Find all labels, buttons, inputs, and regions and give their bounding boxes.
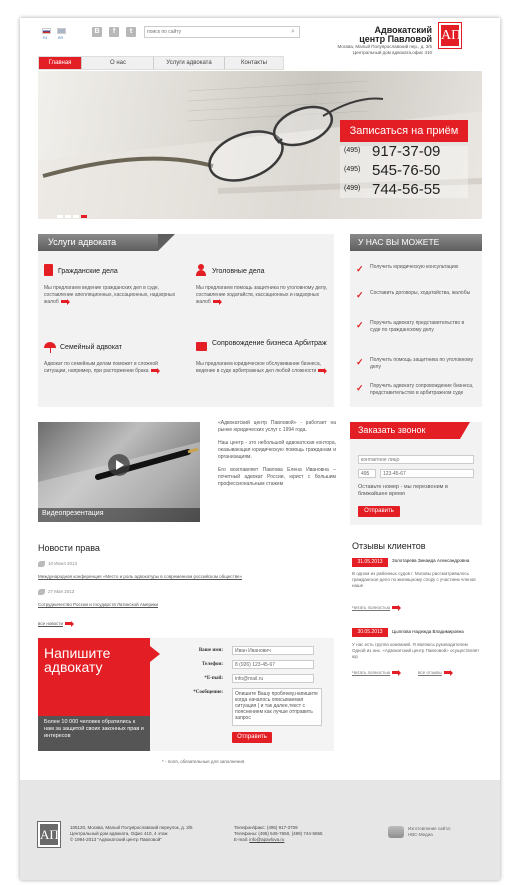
video-label: Видеопрезентация bbox=[42, 510, 104, 517]
write-panel bbox=[38, 638, 334, 751]
review-more-label[interactable]: Читать полностью bbox=[352, 605, 391, 610]
title-tab-corner bbox=[460, 422, 470, 439]
footer-phone2: Телефоны: (495) 545-7650, (499) 744-5655 bbox=[234, 831, 323, 836]
phone-code-1: (495) bbox=[344, 147, 361, 154]
can-panel bbox=[350, 234, 482, 407]
footer-address bbox=[70, 825, 240, 843]
phone-number-2[interactable]: 545-76-50 bbox=[372, 162, 441, 179]
can-item-2: Составить договоры, ходатайства, жалобы bbox=[370, 290, 471, 296]
can-item-1: Получить юридическую консультацию bbox=[370, 264, 459, 270]
check-icon: ✓ bbox=[356, 264, 364, 274]
service-criminal-text bbox=[196, 285, 328, 306]
phone-code-input[interactable] bbox=[358, 469, 376, 478]
slider-dot[interactable] bbox=[65, 215, 71, 218]
facebook-icon[interactable]: f bbox=[109, 27, 119, 37]
review-date-1: 31.05.2013 bbox=[352, 558, 388, 567]
footer-email-line bbox=[234, 837, 364, 843]
address-line1: Москва, Малый Полуярославский пер., д. 3/5 bbox=[337, 44, 432, 49]
book-icon bbox=[44, 264, 53, 276]
write-title-line2: адвокату bbox=[44, 659, 103, 675]
lang-en-link[interactable]: en bbox=[58, 35, 64, 40]
review-more-1[interactable] bbox=[352, 605, 399, 611]
check-icon: ✓ bbox=[356, 357, 364, 367]
callback-note: Оставьте номер - мы перезвоним в ближайшее время bbox=[358, 484, 448, 497]
write-submit-button[interactable]: Отправить bbox=[232, 732, 272, 743]
service-criminal-title[interactable]: Уголовные дела bbox=[212, 268, 265, 275]
service-criminal-desc: Мы предлагаем помощь защитника по уголовному делу, составление ходатайств, кассационных и надзорных жалоб bbox=[196, 285, 328, 305]
phone-field[interactable] bbox=[232, 660, 314, 669]
service-family-title[interactable]: Семейный адвокат bbox=[60, 344, 122, 351]
arrow-icon[interactable] bbox=[444, 671, 451, 674]
can-item-5: Поручить адвокату сопровождение бизнеса, представительство в арбитражном суде bbox=[370, 383, 474, 396]
phone-code-3: (499) bbox=[344, 185, 361, 192]
footer-address1: 105120, Москва, Малый Полуярославский переулок, д. 3/5 bbox=[70, 825, 193, 830]
news-date-2: 27 Мая 2013 bbox=[48, 589, 75, 594]
arrow-icon[interactable] bbox=[65, 622, 72, 625]
phone-number-1[interactable]: 917-37-09 bbox=[372, 143, 441, 160]
footer-address2: Центральный дом адвоката, Офис 410, 4 этаж bbox=[70, 831, 168, 836]
play-icon bbox=[116, 460, 124, 470]
play-button[interactable] bbox=[108, 454, 130, 476]
check-icon: ✓ bbox=[356, 320, 364, 330]
flag-en-icon[interactable] bbox=[57, 28, 66, 34]
nav-item-services[interactable]: Услуги адвоката bbox=[166, 60, 212, 66]
browser-window bbox=[20, 18, 500, 880]
search-icon[interactable]: ⌕ bbox=[291, 28, 295, 35]
services-title: Услуги адвоката bbox=[38, 234, 158, 251]
about-p1: «Адвокатский центр Павловой» - работает на рынке юридических услуг с 1994 года. bbox=[218, 420, 336, 433]
label-name: Ваше имя: bbox=[198, 648, 223, 653]
site-title bbox=[320, 26, 432, 44]
write-title bbox=[44, 646, 110, 674]
briefcase-icon bbox=[196, 342, 207, 351]
write-promo bbox=[38, 638, 150, 751]
news-title: Новости права bbox=[38, 543, 100, 553]
vk-icon[interactable]: В bbox=[92, 27, 102, 37]
reviews-title: Отзывы клиентов bbox=[352, 541, 426, 551]
quote-icon bbox=[38, 561, 45, 567]
callback-panel bbox=[350, 422, 482, 525]
required-note: * - поля, обязательные для заполнения. bbox=[162, 759, 246, 764]
address-line2: Центральный дом адвоката,офис 410 bbox=[352, 50, 432, 55]
site-title-line2: центр Павловой bbox=[359, 34, 432, 44]
can-title: У НАС ВЫ МОЖЕТЕ bbox=[350, 234, 482, 251]
news-link-1[interactable]: Международная конференция «Место и роль адвокатуры в современном российском обществе» bbox=[38, 574, 243, 579]
service-business-title[interactable]: Сопровождение бизнеса Арбитраж bbox=[212, 340, 327, 347]
review-date-2: 30.05.2013 bbox=[352, 628, 388, 637]
slider-dot[interactable] bbox=[57, 215, 63, 218]
news-link-2[interactable]: Сотрудничество России и государств Латинской Америки bbox=[38, 602, 159, 607]
callback-submit-button[interactable]: Отправить bbox=[358, 506, 400, 517]
search-input[interactable] bbox=[147, 28, 283, 36]
service-family-text bbox=[44, 361, 174, 375]
all-reviews-label[interactable]: все отзывы bbox=[418, 670, 442, 675]
dev-line2[interactable]: НВС-Медиа bbox=[408, 832, 433, 837]
arrow-icon[interactable] bbox=[213, 300, 220, 303]
email-field[interactable] bbox=[232, 674, 314, 683]
logo[interactable]: АП bbox=[439, 23, 461, 48]
services-panel bbox=[38, 234, 334, 407]
review-author-1: Золотарева Зинаида Александровна bbox=[392, 558, 470, 563]
nav-item-about[interactable]: О нас bbox=[110, 60, 126, 66]
twitter-icon[interactable]: t bbox=[126, 27, 136, 37]
write-title-line1: Напишите bbox=[44, 645, 111, 661]
search-box bbox=[144, 26, 300, 38]
quote-icon bbox=[38, 589, 45, 595]
review-author-2: Цыплова Надежда Владимировна bbox=[392, 629, 464, 634]
slider-dot-active[interactable] bbox=[81, 215, 87, 218]
check-icon: ✓ bbox=[356, 383, 364, 393]
arrow-icon[interactable] bbox=[318, 369, 325, 372]
slider-dot[interactable] bbox=[73, 215, 79, 218]
review-text-2: У нас есть группа компаний. Я являюсь руководителем Одной из них. «Адвокатский центр Павловой» осуществляет юр bbox=[352, 642, 480, 659]
message-textarea[interactable] bbox=[232, 688, 322, 726]
arrow-icon[interactable] bbox=[61, 300, 68, 303]
site-title-line1: Адвокатский bbox=[374, 25, 432, 35]
arrow-icon[interactable] bbox=[392, 671, 399, 674]
footer-contacts bbox=[234, 825, 364, 843]
title-tab-corner bbox=[158, 234, 175, 251]
review-more-2[interactable] bbox=[352, 670, 399, 676]
service-business-desc: Мы предлагаем юридическое обслуживание бизнеса, ведение в суде арбитражных дел любой сложности bbox=[196, 361, 322, 374]
developer-credit bbox=[408, 826, 494, 838]
check-icon: ✓ bbox=[356, 290, 364, 300]
name-input[interactable] bbox=[232, 646, 314, 655]
flag-ru-icon[interactable] bbox=[42, 28, 51, 34]
all-reviews-link[interactable] bbox=[418, 670, 451, 676]
footer-email-label: E-mail: bbox=[234, 837, 250, 842]
news-date-1: 10 Июня 2013 bbox=[48, 561, 78, 566]
contact-name-input[interactable] bbox=[358, 455, 474, 464]
main-nav bbox=[38, 56, 284, 70]
hero-banner bbox=[38, 71, 482, 219]
arrow-icon[interactable] bbox=[392, 606, 399, 609]
footer-copyright: © 1994-2013 "Адвокатский центр Павловой" bbox=[70, 837, 162, 842]
footer-email-link[interactable]: info@apavlova.ru bbox=[249, 837, 285, 842]
lang-ru-link[interactable]: ru bbox=[43, 35, 48, 40]
phone-number-3[interactable]: 744-56-55 bbox=[372, 181, 441, 198]
nav-item-home[interactable]: Главная bbox=[39, 57, 81, 69]
can-item-4: Получить помощь защитника по уголовному делу bbox=[370, 357, 474, 370]
header-address bbox=[270, 44, 432, 56]
promo-pointer bbox=[150, 646, 160, 662]
person-icon bbox=[196, 264, 206, 276]
footer bbox=[20, 780, 500, 880]
service-business-text bbox=[196, 361, 326, 375]
label-phone: Телефон: bbox=[202, 662, 223, 667]
about-p2: Наш центр - это небольшой адвокатская контора, оказывающая юридическую помощь гражданам и организациям. bbox=[218, 440, 336, 460]
label-email: *E-mail: bbox=[204, 676, 223, 681]
phone-input[interactable] bbox=[380, 469, 474, 478]
footer-phone1: Телефон/факс: (495) 917-3709 bbox=[234, 825, 298, 830]
arrow-icon[interactable] bbox=[151, 369, 158, 372]
nav-item-contacts[interactable]: Контакты bbox=[241, 60, 267, 66]
video-thumbnail[interactable] bbox=[38, 422, 200, 522]
phone-code-2: (495) bbox=[344, 166, 361, 173]
service-civil-title[interactable]: Гражданские дела bbox=[58, 268, 118, 275]
footer-logo[interactable]: АП bbox=[38, 822, 60, 847]
umbrella-icon bbox=[44, 342, 56, 354]
dev-line1: Изготовление сайта: bbox=[408, 826, 451, 831]
all-news-label[interactable]: все новости bbox=[38, 621, 63, 626]
label-message: *Сообщение: bbox=[193, 690, 223, 695]
all-news-link[interactable] bbox=[38, 621, 72, 627]
service-family-desc: Адвокат по семейным делам поможет в сложной ситуации, например, при расторжении брака bbox=[44, 361, 158, 374]
phones-block bbox=[340, 143, 468, 198]
callback-title: Заказать звонок bbox=[350, 422, 460, 439]
appointment-button[interactable]: Записаться на приём bbox=[340, 120, 468, 142]
nav-divider bbox=[81, 57, 82, 69]
can-item-3: Поручить адвокату представительство в суде по гражданскому делу bbox=[370, 320, 465, 333]
promo-text: Более 10 000 человек обратились к нам за защитой своих законных прав и интересов bbox=[44, 719, 144, 739]
about-text bbox=[218, 420, 336, 488]
review-more-label[interactable]: Читать полностью bbox=[352, 670, 391, 675]
developer-logo[interactable] bbox=[388, 826, 404, 838]
service-civil-desc: Мы предлагаем ведение гражданских дел в суде, составление апелляционных, кассационных, надзорных жалоб bbox=[44, 285, 176, 305]
review-text-1: В одном из районных судов г. Москвы рассматривалось гражданское дело по жилищному спору с участием членов наше bbox=[352, 571, 476, 588]
service-civil-text bbox=[44, 285, 179, 306]
about-p3: Его возглавляет Павлова Елена Ивановна – почетный адвокат России, юрист с большим профессиональным стажем bbox=[218, 467, 336, 487]
